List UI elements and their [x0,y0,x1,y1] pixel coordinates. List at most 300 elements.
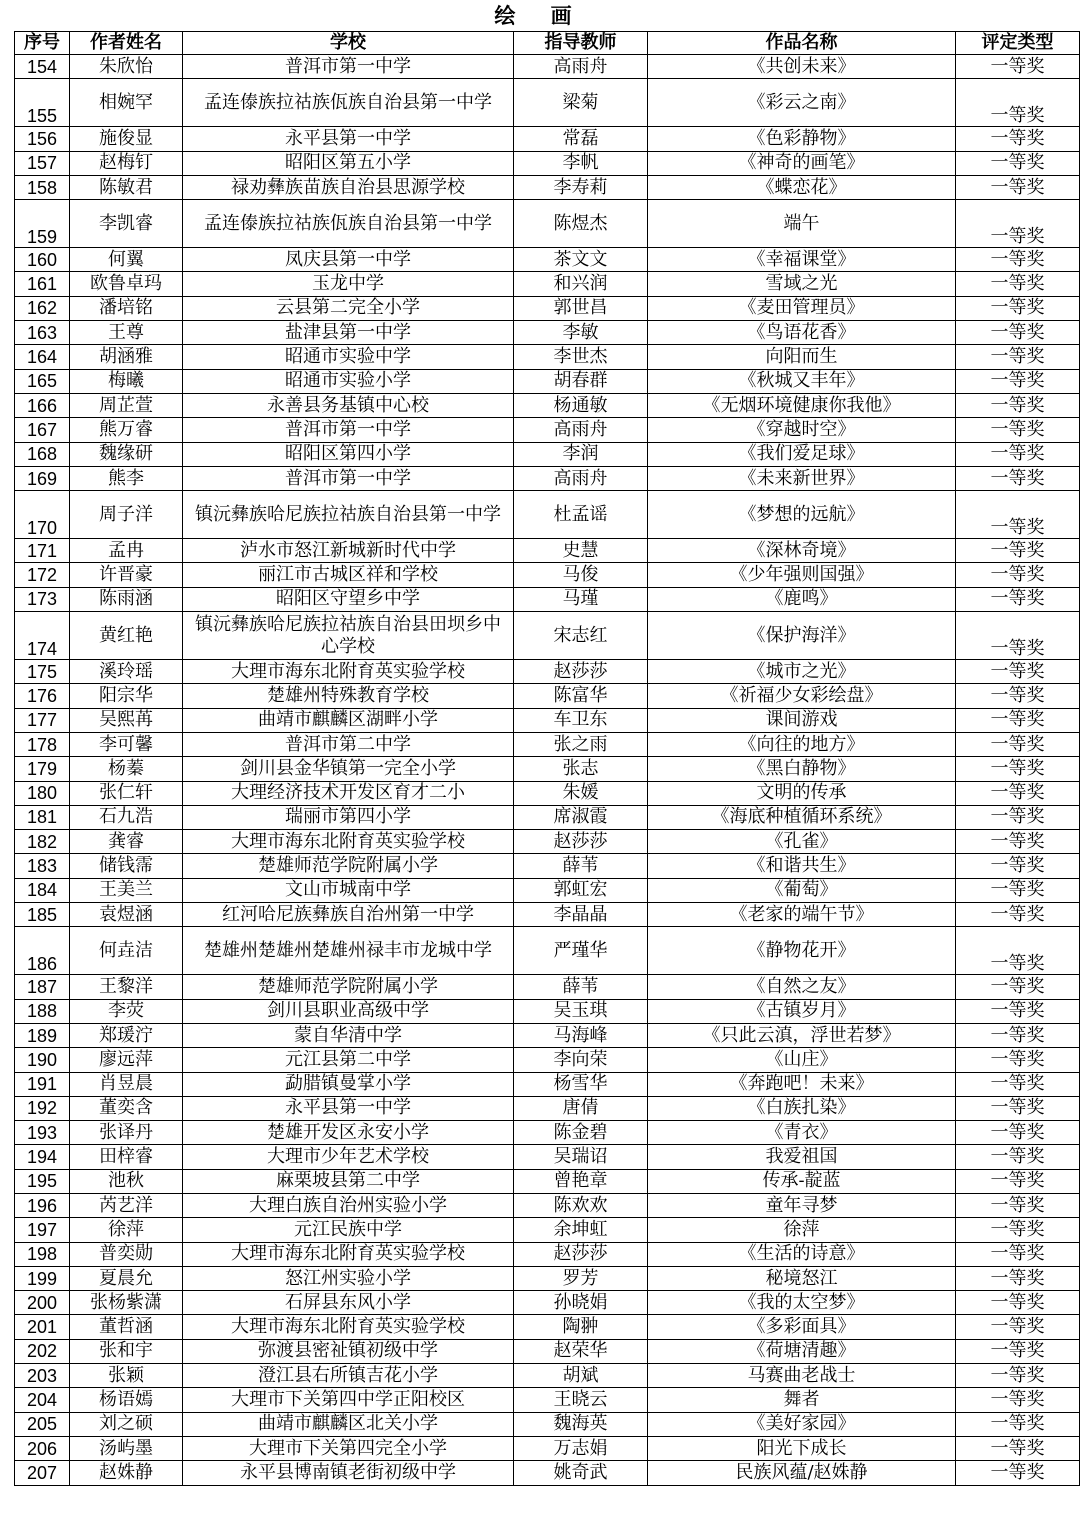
cell-award: 一等奖 [956,466,1080,490]
cell-author: 田梓睿 [70,1145,183,1169]
cell-author: 熊万睿 [70,418,183,442]
cell-work: 徐萍 [648,1218,956,1242]
cell-author: 施俊显 [70,127,183,151]
cell-number: 181 [15,805,70,829]
cell-school: 普洱市第二中学 [183,732,514,756]
cell-author: 夏晨允 [70,1266,183,1290]
table-row [15,975,1080,999]
table-row [15,805,1080,829]
table-row [15,127,1080,151]
cell-work: 《美好家园》 [648,1412,956,1436]
cell-school: 永平县博南镇老街初级中学 [183,1461,514,1485]
cell-award: 一等奖 [956,369,1080,393]
cell-author: 徐萍 [70,1218,183,1242]
cell-teacher: 孙晓娟 [514,1291,648,1315]
cell-number: 189 [15,1023,70,1047]
cell-author: 芮艺洋 [70,1193,183,1217]
cell-award: 一等奖 [956,1364,1080,1388]
cell-number: 203 [15,1364,70,1388]
cell-award: 一等奖 [956,587,1080,611]
cell-work: 《麦田管理员》 [648,296,956,320]
cell-school: 大理市少年艺术学校 [183,1145,514,1169]
cell-author: 溪玲瑶 [70,660,183,684]
cell-work: 《自然之友》 [648,975,956,999]
cell-school: 大理市海东北附育英实验学校 [183,1315,514,1339]
cell-author: 周芷萱 [70,393,183,417]
cell-author: 张仁轩 [70,781,183,805]
cell-work: 童年寻梦 [648,1193,956,1217]
cell-school: 弥渡县密祉镇初级中学 [183,1339,514,1363]
column-header-number: 序号 [15,32,70,55]
table-row [15,1339,1080,1363]
cell-author: 石九浩 [70,805,183,829]
cell-author: 陈敏君 [70,175,183,199]
cell-work: 《蝶恋花》 [648,175,956,199]
cell-work: 《我的太空梦》 [648,1291,956,1315]
cell-work: 《深林奇境》 [648,539,956,563]
cell-teacher: 陈欢欢 [514,1193,648,1217]
cell-award: 一等奖 [956,1218,1080,1242]
cell-author: 普奕勋 [70,1242,183,1266]
cell-teacher: 王晓云 [514,1388,648,1412]
cell-teacher: 陈煜杰 [514,200,648,248]
cell-teacher: 郭虹宏 [514,878,648,902]
cell-school: 澄江县右所镇吉花小学 [183,1364,514,1388]
cell-teacher: 赵莎莎 [514,660,648,684]
table-row [15,1023,1080,1047]
cell-school: 云县第二完全小学 [183,296,514,320]
cell-teacher: 常磊 [514,127,648,151]
cell-school: 楚雄州楚雄州楚雄州禄丰市龙城中学 [183,927,514,975]
cell-teacher: 和兴润 [514,272,648,296]
cell-school: 丽江市古城区祥和学校 [183,563,514,587]
table-row [15,1169,1080,1193]
cell-number: 178 [15,732,70,756]
cell-teacher: 李向荣 [514,1048,648,1072]
cell-author: 池秋 [70,1169,183,1193]
cell-award: 一等奖 [956,79,1080,127]
awards-table [14,31,1080,1486]
cell-number: 165 [15,369,70,393]
cell-work: 《海底种植循环系统》 [648,805,956,829]
table-row [15,1242,1080,1266]
cell-school: 红河哈尼族彝族自治州第一中学 [183,903,514,927]
cell-number: 190 [15,1048,70,1072]
cell-school: 楚雄师范学院附属小学 [183,975,514,999]
cell-school: 元江县第二中学 [183,1048,514,1072]
cell-author: 潘培铭 [70,296,183,320]
table-row [15,732,1080,756]
table-row [15,248,1080,272]
cell-work: 《彩云之南》 [648,79,956,127]
table-row [15,345,1080,369]
table-row [15,1072,1080,1096]
cell-author: 李可馨 [70,732,183,756]
cell-work: 《和谐共生》 [648,854,956,878]
cell-author: 汤屿墨 [70,1436,183,1460]
cell-work: 《幸福课堂》 [648,248,956,272]
cell-award: 一等奖 [956,127,1080,151]
table-row [15,79,1080,127]
cell-teacher: 余坤虹 [514,1218,648,1242]
cell-teacher: 陶翀 [514,1315,648,1339]
cell-award: 一等奖 [956,927,1080,975]
cell-teacher: 吴瑞诏 [514,1145,648,1169]
table-row [15,587,1080,611]
table-row [15,1388,1080,1412]
cell-award: 一等奖 [956,345,1080,369]
cell-number: 187 [15,975,70,999]
column-header-work: 作品名称 [648,32,956,55]
cell-teacher: 史慧 [514,539,648,563]
cell-number: 170 [15,491,70,539]
cell-award: 一等奖 [956,999,1080,1023]
cell-award: 一等奖 [956,732,1080,756]
table-row [15,466,1080,490]
cell-award: 一等奖 [956,1169,1080,1193]
cell-award: 一等奖 [956,539,1080,563]
cell-school: 大理市下关第四完全小学 [183,1436,514,1460]
table-row [15,1436,1080,1460]
table-row [15,296,1080,320]
cell-school: 剑川县金华镇第一完全小学 [183,757,514,781]
table-row [15,563,1080,587]
cell-award: 一等奖 [956,1048,1080,1072]
cell-award: 一等奖 [956,1339,1080,1363]
table-row [15,757,1080,781]
cell-number: 155 [15,79,70,127]
cell-school: 永平县第一中学 [183,127,514,151]
cell-work: 《少年强则国强》 [648,563,956,587]
cell-work: 《祈福少女彩绘盘》 [648,684,956,708]
cell-number: 186 [15,927,70,975]
cell-award: 一等奖 [956,563,1080,587]
cell-author: 肖昱晨 [70,1072,183,1096]
cell-award: 一等奖 [956,684,1080,708]
cell-school: 蒙自华清中学 [183,1023,514,1047]
cell-teacher: 席淑霞 [514,805,648,829]
cell-school: 永平县第一中学 [183,1096,514,1120]
cell-school: 大理市下关第四中学正阳校区 [183,1388,514,1412]
table-row [15,418,1080,442]
table-row [15,393,1080,417]
cell-number: 167 [15,418,70,442]
cell-work: 《梦想的远航》 [648,491,956,539]
cell-author: 郑瑗泞 [70,1023,183,1047]
cell-teacher: 罗芳 [514,1266,648,1290]
cell-work: 《白族扎染》 [648,1096,956,1120]
cell-work: 《黑白静物》 [648,757,956,781]
cell-number: 159 [15,200,70,248]
cell-number: 160 [15,248,70,272]
cell-teacher: 李世杰 [514,345,648,369]
cell-award: 一等奖 [956,1072,1080,1096]
cell-award: 一等奖 [956,1193,1080,1217]
cell-teacher: 赵荣华 [514,1339,648,1363]
table-row [15,1218,1080,1242]
cell-award: 一等奖 [956,1315,1080,1339]
cell-teacher: 万志娟 [514,1436,648,1460]
cell-author: 黄红艳 [70,612,183,660]
cell-award: 一等奖 [956,1291,1080,1315]
table-row [15,612,1080,660]
cell-work: 课间游戏 [648,708,956,732]
cell-work: 《鹿鸣》 [648,587,956,611]
table-row [15,660,1080,684]
cell-teacher: 朱媛 [514,781,648,805]
cell-school: 曲靖市麒麟区北关小学 [183,1412,514,1436]
cell-author: 张和宇 [70,1339,183,1363]
cell-teacher: 薛苇 [514,975,648,999]
cell-school: 昭阳区第五小学 [183,151,514,175]
cell-work: 端午 [648,200,956,248]
cell-award: 一等奖 [956,708,1080,732]
cell-work: 阳光下成长 [648,1436,956,1460]
cell-award: 一等奖 [956,1436,1080,1460]
cell-school: 元江民族中学 [183,1218,514,1242]
cell-author: 熊李 [70,466,183,490]
table-row [15,442,1080,466]
cell-teacher: 唐倩 [514,1096,648,1120]
cell-award: 一等奖 [956,781,1080,805]
cell-award: 一等奖 [956,1242,1080,1266]
cell-author: 赵姝静 [70,1461,183,1485]
table-row [15,272,1080,296]
cell-number: 191 [15,1072,70,1096]
cell-number: 176 [15,684,70,708]
table-row [15,878,1080,902]
cell-school: 瑞丽市第四小学 [183,805,514,829]
cell-award: 一等奖 [956,272,1080,296]
table-row [15,200,1080,248]
cell-award: 一等奖 [956,975,1080,999]
cell-work: 《鸟语花香》 [648,321,956,345]
cell-author: 王尊 [70,321,183,345]
cell-author: 陈雨涵 [70,587,183,611]
cell-award: 一等奖 [956,55,1080,79]
table-row [15,927,1080,975]
cell-teacher: 薛苇 [514,854,648,878]
cell-teacher: 宋志红 [514,612,648,660]
cell-school: 大理市海东北附育英实验学校 [183,660,514,684]
cell-author: 李荧 [70,999,183,1023]
cell-award: 一等奖 [956,878,1080,902]
cell-teacher: 姚奇武 [514,1461,648,1485]
cell-author: 龚睿 [70,830,183,854]
table-row [15,1121,1080,1145]
cell-work: 马赛曲老战士 [648,1364,956,1388]
cell-work: 《生活的诗意》 [648,1242,956,1266]
cell-work: 《青衣》 [648,1121,956,1145]
cell-school: 昭阳区第四小学 [183,442,514,466]
cell-work: 《色彩静物》 [648,127,956,151]
cell-author: 何垚洁 [70,927,183,975]
table-row [15,55,1080,79]
cell-number: 199 [15,1266,70,1290]
column-header-teacher: 指导教师 [514,32,648,55]
cell-teacher: 杨通敏 [514,393,648,417]
cell-author: 袁煜涵 [70,903,183,927]
cell-author: 董哲涵 [70,1315,183,1339]
column-header-award: 评定类型 [956,32,1080,55]
cell-number: 192 [15,1096,70,1120]
cell-award: 一等奖 [956,805,1080,829]
cell-teacher: 车卫东 [514,708,648,732]
cell-work: 《我们爱足球》 [648,442,956,466]
cell-author: 周子洋 [70,491,183,539]
cell-author: 孟冉 [70,539,183,563]
cell-teacher: 胡斌 [514,1364,648,1388]
cell-award: 一等奖 [956,1412,1080,1436]
cell-teacher: 高雨舟 [514,466,648,490]
table-body [15,55,1080,1486]
table-row [15,1412,1080,1436]
cell-award: 一等奖 [956,1266,1080,1290]
column-header-author: 作者姓名 [70,32,183,55]
cell-award: 一等奖 [956,830,1080,854]
cell-author: 何翼 [70,248,183,272]
cell-school: 孟连傣族拉祜族佤族自治县第一中学 [183,79,514,127]
cell-award: 一等奖 [956,442,1080,466]
cell-number: 188 [15,999,70,1023]
cell-work: 《秋城又丰年》 [648,369,956,393]
cell-author: 吴熙苒 [70,708,183,732]
cell-work: 《保护海洋》 [648,612,956,660]
cell-work: 《奔跑吧！未来》 [648,1072,956,1096]
cell-teacher: 李润 [514,442,648,466]
cell-award: 一等奖 [956,854,1080,878]
cell-work: 舞者 [648,1388,956,1412]
cell-school: 文山市城南中学 [183,878,514,902]
cell-teacher: 张志 [514,757,648,781]
cell-work: 《未来新世界》 [648,466,956,490]
cell-teacher: 吴玉琪 [514,999,648,1023]
cell-teacher: 陈富华 [514,684,648,708]
cell-number: 169 [15,466,70,490]
cell-number: 166 [15,393,70,417]
cell-number: 180 [15,781,70,805]
table-row [15,1266,1080,1290]
table-row [15,999,1080,1023]
cell-author: 李凯睿 [70,200,183,248]
cell-number: 183 [15,854,70,878]
cell-author: 赵梅钉 [70,151,183,175]
table-row [15,854,1080,878]
cell-number: 158 [15,175,70,199]
cell-author: 刘之硕 [70,1412,183,1436]
cell-award: 一等奖 [956,296,1080,320]
cell-school: 大理市海东北附育英实验学校 [183,1242,514,1266]
table-row [15,1048,1080,1072]
cell-teacher: 马俊 [514,563,648,587]
cell-number: 173 [15,587,70,611]
cell-award: 一等奖 [956,1096,1080,1120]
cell-teacher: 高雨舟 [514,418,648,442]
table-row [15,781,1080,805]
cell-teacher: 李寿莉 [514,175,648,199]
cell-teacher: 陈金碧 [514,1121,648,1145]
cell-work: 《葡萄》 [648,878,956,902]
cell-teacher: 李帆 [514,151,648,175]
table-row [15,1145,1080,1169]
cell-award: 一等奖 [956,151,1080,175]
cell-number: 200 [15,1291,70,1315]
table-row [15,1315,1080,1339]
cell-number: 201 [15,1315,70,1339]
cell-work: 《穿越时空》 [648,418,956,442]
cell-number: 164 [15,345,70,369]
cell-school: 昭通市实验小学 [183,369,514,393]
cell-school: 麻栗坡县第二中学 [183,1169,514,1193]
cell-work: 雪域之光 [648,272,956,296]
cell-author: 欧鲁卓玛 [70,272,183,296]
cell-school: 石屏县东风小学 [183,1291,514,1315]
cell-work: 文明的传承 [648,781,956,805]
cell-number: 162 [15,296,70,320]
table-row [15,321,1080,345]
cell-author: 杨语嫣 [70,1388,183,1412]
cell-number: 179 [15,757,70,781]
cell-work: 《老家的端午节》 [648,903,956,927]
cell-work: 秘境怒江 [648,1266,956,1290]
cell-award: 一等奖 [956,660,1080,684]
page-title: 绘 画 [494,3,586,28]
cell-teacher: 马瑾 [514,587,648,611]
cell-teacher: 李晶晶 [514,903,648,927]
cell-number: 196 [15,1193,70,1217]
cell-teacher: 李敏 [514,321,648,345]
cell-school: 镇沅彝族哈尼族拉祜族自治县第一中学 [183,491,514,539]
cell-author: 张杨紫潇 [70,1291,183,1315]
cell-author: 董奕含 [70,1096,183,1120]
cell-teacher: 郭世昌 [514,296,648,320]
cell-author: 许晋豪 [70,563,183,587]
cell-award: 一等奖 [956,612,1080,660]
cell-number: 172 [15,563,70,587]
cell-school: 剑川县职业高级中学 [183,999,514,1023]
cell-teacher: 赵莎莎 [514,1242,648,1266]
table-row [15,1193,1080,1217]
cell-number: 182 [15,830,70,854]
cell-number: 168 [15,442,70,466]
cell-work: 《荷塘清趣》 [648,1339,956,1363]
cell-author: 相婉罕 [70,79,183,127]
table-row [15,151,1080,175]
cell-teacher: 杨雪华 [514,1072,648,1096]
table-row [15,369,1080,393]
cell-award: 一等奖 [956,175,1080,199]
cell-school: 昭通市实验中学 [183,345,514,369]
column-header-school: 学校 [183,32,514,55]
cell-work: 我爱祖国 [648,1145,956,1169]
cell-number: 185 [15,903,70,927]
cell-teacher: 曾艳章 [514,1169,648,1193]
cell-number: 174 [15,612,70,660]
cell-school: 普洱市第一中学 [183,466,514,490]
cell-award: 一等奖 [956,248,1080,272]
cell-number: 184 [15,878,70,902]
cell-award: 一等奖 [956,1121,1080,1145]
cell-teacher: 赵莎莎 [514,830,648,854]
cell-work: 向阳而生 [648,345,956,369]
cell-award: 一等奖 [956,903,1080,927]
table-row [15,175,1080,199]
cell-number: 193 [15,1121,70,1145]
cell-award: 一等奖 [956,321,1080,345]
cell-school: 楚雄开发区永安小学 [183,1121,514,1145]
cell-work: 《古镇岁月》 [648,999,956,1023]
cell-school: 曲靖市麒麟区湖畔小学 [183,708,514,732]
